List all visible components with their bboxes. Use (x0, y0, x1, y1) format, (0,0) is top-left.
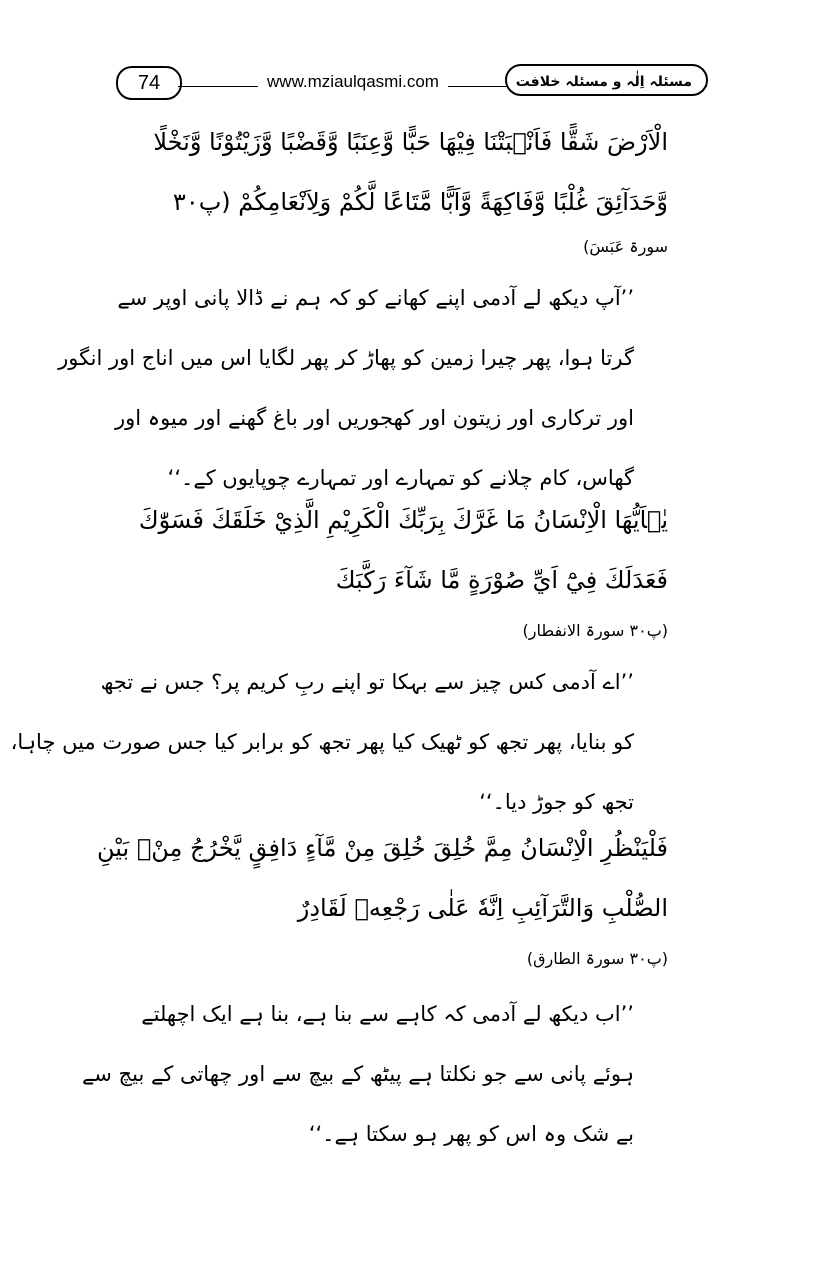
arabic-verse-line: الْاَرْضَ شَقًّا فَاَنْۢبَتْنَا فِيْهَا حَبًّا وَّعِنَبًا وَّقَضْبًا وَّزَيْتُوْنًا وَّنَخْلًا (153, 128, 668, 156)
urdu-translation-line: اور ترکاری اور زیتون اور کھجوریں اور باغ گھنے اور میوہ اور (114, 406, 634, 430)
urdu-translation-line: ’’آپ دیکھ لے آدمی اپنے کھانے کو کہ ہم نے ڈالا پانی اوپر سے (117, 286, 634, 310)
website-url: www.mziaulqasmi.com (258, 72, 448, 92)
arabic-verse-line: فَعَدَلَكَ فِيْٓ اَيِّ صُوْرَةٍ مَّا شَآءَ رَكَّبَكَ (335, 566, 668, 594)
urdu-translation-line: ’’اے آدمی کس چیز سے بہکا تو اپنے ربِ کریم پر؟ جس نے تجھ (100, 670, 634, 694)
book-title: مسئلہ اِلٰہ و مسئلہ خلافت (505, 64, 708, 96)
arabic-verse-line: فَلْيَنْظُرِ الْاِنْسَانُ مِمَّ خُلِقَ خُلِقَ مِنْ مَّآءٍ دَافِقٍ يَّخْرُجُ مِنْۢ بَيْنِ (97, 834, 668, 862)
urdu-translation-line: ہوئے پانی سے جو نکلتا ہے پیٹھ کے بیچ سے اور چھاتی کے بیچ سے (81, 1062, 634, 1086)
surah-reference: (پ۳۰ سورۃ الانفطار) (522, 621, 668, 640)
urdu-translation-line: کو بنایا، پھر تجھ کو ٹھیک کیا پھر تجھ کو برابر کیا جس صورت میں چاہا، (10, 730, 634, 754)
urdu-translation-line: ’’اب دیکھ لے آدمی کہ کاہے سے بنا ہے، بنا ہے ایک اچھلتے (141, 1002, 634, 1026)
passage-infitar (10, 490, 668, 832)
arabic-verse-line: الصُّلْبِ وَالتَّرَآئِبِ اِنَّهٗ عَلٰى رَجْعِهٖ لَقَادِرٌ (297, 894, 668, 922)
urdu-translation-line: تجھ کو جوڑ دیا۔‘‘ (479, 790, 634, 814)
urdu-translation-line: گرتا ہوا، پھر چیرا زمین کو پھاڑ کر پھر لگایا اس میں اناج اور انگور (58, 346, 634, 370)
surah-reference: (پ۳۰ سورۃ الطارق) (526, 949, 668, 968)
passage-tariq (81, 818, 668, 1164)
arabic-verse-line: وَّحَدَآئِقَ غُلْبًا وَّفَاكِهَةً وَّاَبًّا مَّتَاعًا لَّكُمْ وَلِاَنْعَامِكُمْ (پ۳۰ (172, 188, 668, 216)
page-number: 74 (116, 66, 182, 100)
urdu-translation-line: بے شک وہ اس کو پھر ہو سکتا ہے۔‘‘ (308, 1122, 634, 1146)
passage-abasa (58, 112, 668, 508)
urdu-translation-line: گھاس، کام چلانے کو تمہارے اور تمہارے چوپایوں کے۔‘‘ (167, 466, 634, 490)
arabic-verse-line: يٰۤاَيُّهَا الْاِنْسَانُ مَا غَرَّكَ بِرَبِّكَ الْكَرِيْمِ الَّذِيْ خَلَقَكَ فَسَوّٰكَ (138, 506, 668, 534)
surah-reference: سورۃ عَبَسَ) (583, 237, 668, 256)
